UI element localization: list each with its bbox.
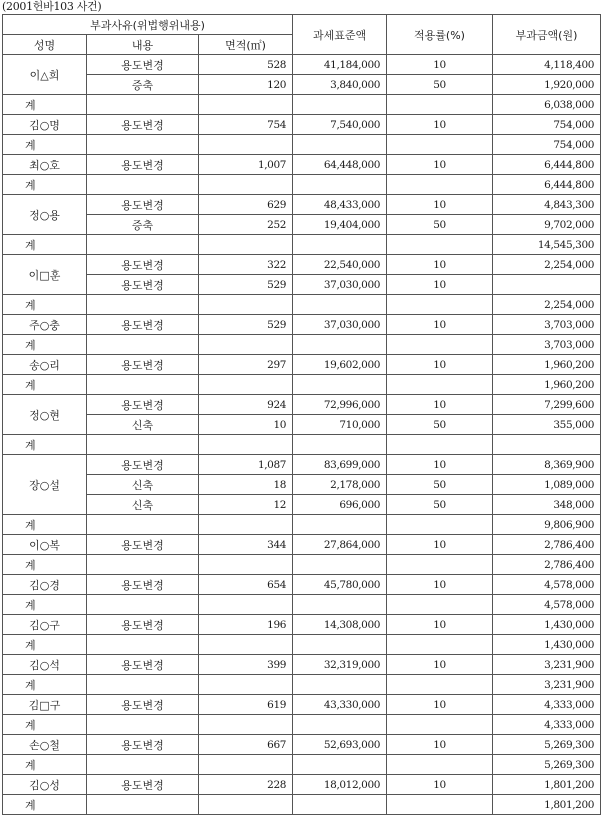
subtotal-row xyxy=(3,375,601,395)
subtotal-amount: 9,806,900 xyxy=(493,515,601,535)
subtotal-row xyxy=(3,595,601,615)
cell-content: 용도변경 xyxy=(87,535,199,555)
table-row xyxy=(3,155,601,175)
subtotal-label: 계 xyxy=(3,715,87,735)
table-row xyxy=(3,255,601,275)
cell-tax-base: 37,030,000 xyxy=(293,315,387,335)
cell-tax-base: 19,404,000 xyxy=(293,215,387,235)
subtotal-amount: 1,430,000 xyxy=(493,635,601,655)
table-row xyxy=(3,655,601,675)
cell-tax-base: 64,448,000 xyxy=(293,155,387,175)
cell-area: 654 xyxy=(199,575,293,595)
cell-empty-base xyxy=(293,135,387,155)
cell-content: 신축 xyxy=(87,495,199,515)
cell-rate: 10 xyxy=(387,315,493,335)
header-group-reason: 부과사유(위법행위내용) xyxy=(3,15,293,35)
cell-content: 용도변경 xyxy=(87,115,199,135)
cell-tax-base: 27,864,000 xyxy=(293,535,387,555)
subtotal-label: 계 xyxy=(3,375,87,395)
cell-empty-base xyxy=(293,595,387,615)
cell-empty-content xyxy=(87,135,199,155)
subtotal-amount: 2,786,400 xyxy=(493,555,601,575)
cell-amount: 355,000 xyxy=(493,415,601,435)
cell-empty-base xyxy=(293,435,387,455)
subtotal-row xyxy=(3,795,601,815)
surcharge-table xyxy=(2,14,601,815)
header-content: 내용 xyxy=(87,35,199,55)
table-row xyxy=(3,615,601,635)
cell-tax-base: 696,000 xyxy=(293,495,387,515)
cell-content: 용도변경 xyxy=(87,355,199,375)
table-row xyxy=(3,455,601,475)
cell-empty-area xyxy=(199,515,293,535)
table-row xyxy=(3,55,601,75)
cell-empty-base xyxy=(293,635,387,655)
table-row xyxy=(3,275,601,295)
cell-empty-content xyxy=(87,675,199,695)
cell-empty-area xyxy=(199,175,293,195)
cell-empty-area xyxy=(199,335,293,355)
cell-empty-area xyxy=(199,435,293,455)
subtotal-label: 계 xyxy=(3,295,87,315)
cell-empty-content xyxy=(87,295,199,315)
cell-empty-content xyxy=(87,795,199,815)
cell-tax-base: 710,000 xyxy=(293,415,387,435)
cell-area: 924 xyxy=(199,395,293,415)
cell-tax-base: 72,996,000 xyxy=(293,395,387,415)
header-area: 면적(㎡) xyxy=(199,35,293,55)
cell-person-name: 이△희 xyxy=(3,55,87,95)
cell-tax-base: 48,433,000 xyxy=(293,195,387,215)
table-row xyxy=(3,355,601,375)
cell-tax-base: 7,540,000 xyxy=(293,115,387,135)
table-row xyxy=(3,775,601,795)
subtotal-row xyxy=(3,175,601,195)
cell-empty-base xyxy=(293,675,387,695)
cell-rate: 10 xyxy=(387,575,493,595)
cell-area: 529 xyxy=(199,275,293,295)
table-row xyxy=(3,195,601,215)
header-rate: 적용률(%) xyxy=(387,15,493,55)
cell-content: 용도변경 xyxy=(87,695,199,715)
cell-empty-area xyxy=(199,295,293,315)
cell-empty-area xyxy=(199,755,293,775)
cell-amount: 3,231,900 xyxy=(493,655,601,675)
cell-empty-content xyxy=(87,555,199,575)
subtotal-label: 계 xyxy=(3,135,87,155)
cell-amount: 1,430,000 xyxy=(493,615,601,635)
header-amount: 부과금액(원) xyxy=(493,15,601,55)
cell-empty-rate xyxy=(387,435,493,455)
cell-content: 용도변경 xyxy=(87,315,199,335)
cell-amount: 4,333,000 xyxy=(493,695,601,715)
cell-amount xyxy=(493,275,601,295)
cell-amount: 754,000 xyxy=(493,115,601,135)
cell-person-name: 손○철 xyxy=(3,735,87,755)
table-row xyxy=(3,315,601,335)
cell-amount: 3,703,000 xyxy=(493,315,601,335)
subtotal-amount: 1,960,200 xyxy=(493,375,601,395)
subtotal-label: 계 xyxy=(3,435,87,455)
table-row xyxy=(3,735,601,755)
cell-empty-content xyxy=(87,515,199,535)
cell-content: 용도변경 xyxy=(87,575,199,595)
cell-rate: 10 xyxy=(387,455,493,475)
cell-person-name: 김□구 xyxy=(3,695,87,715)
cell-rate: 10 xyxy=(387,615,493,635)
cell-rate: 50 xyxy=(387,215,493,235)
cell-empty-area xyxy=(199,555,293,575)
subtotal-label: 계 xyxy=(3,595,87,615)
subtotal-row xyxy=(3,295,601,315)
cell-rate: 10 xyxy=(387,735,493,755)
cell-empty-base xyxy=(293,715,387,735)
cell-rate: 10 xyxy=(387,655,493,675)
cell-amount: 8,369,900 xyxy=(493,455,601,475)
cell-content: 증축 xyxy=(87,215,199,235)
cell-empty-base xyxy=(293,335,387,355)
table-header xyxy=(3,15,601,55)
subtotal-label: 계 xyxy=(3,335,87,355)
cell-empty-base xyxy=(293,755,387,775)
cell-content: 용도변경 xyxy=(87,275,199,295)
table-body xyxy=(3,55,601,815)
cell-person-name: 장○설 xyxy=(3,455,87,515)
cell-empty-area xyxy=(199,715,293,735)
subtotal-amount: 4,578,000 xyxy=(493,595,601,615)
cell-empty-base xyxy=(293,515,387,535)
cell-area: 528 xyxy=(199,55,293,75)
cell-area: 18 xyxy=(199,475,293,495)
cell-empty-content xyxy=(87,335,199,355)
cell-empty-content xyxy=(87,435,199,455)
cell-tax-base: 83,699,000 xyxy=(293,455,387,475)
cell-amount: 1,089,000 xyxy=(493,475,601,495)
cell-area: 529 xyxy=(199,315,293,335)
cell-person-name: 이□훈 xyxy=(3,255,87,295)
table-row xyxy=(3,215,601,235)
subtotal-row xyxy=(3,335,601,355)
cell-content: 용도변경 xyxy=(87,735,199,755)
cell-empty-base xyxy=(293,175,387,195)
cell-content: 용도변경 xyxy=(87,55,199,75)
subtotal-row xyxy=(3,675,601,695)
cell-empty-rate xyxy=(387,375,493,395)
document-caption: (2001헌바103 사건) xyxy=(2,0,102,13)
cell-rate: 10 xyxy=(387,195,493,215)
cell-amount: 348,000 xyxy=(493,495,601,515)
cell-amount: 4,578,000 xyxy=(493,575,601,595)
cell-content: 용도변경 xyxy=(87,255,199,275)
cell-rate: 10 xyxy=(387,775,493,795)
cell-content: 용도변경 xyxy=(87,195,199,215)
cell-person-name: 정○용 xyxy=(3,195,87,235)
cell-empty-area xyxy=(199,95,293,115)
subtotal-label: 계 xyxy=(3,515,87,535)
cell-empty-rate xyxy=(387,595,493,615)
subtotal-amount: 2,254,000 xyxy=(493,295,601,315)
cell-tax-base: 22,540,000 xyxy=(293,255,387,275)
cell-area: 196 xyxy=(199,615,293,635)
cell-amount: 1,920,000 xyxy=(493,75,601,95)
cell-area: 619 xyxy=(199,695,293,715)
cell-content: 용도변경 xyxy=(87,155,199,175)
header-tax-base: 과세표준액 xyxy=(293,15,387,55)
cell-area: 1,087 xyxy=(199,455,293,475)
cell-tax-base: 41,184,000 xyxy=(293,55,387,75)
cell-empty-area xyxy=(199,635,293,655)
cell-area: 629 xyxy=(199,195,293,215)
cell-empty-area xyxy=(199,675,293,695)
cell-person-name: 최○호 xyxy=(3,155,87,175)
cell-person-name: 김○경 xyxy=(3,575,87,595)
subtotal-label: 계 xyxy=(3,235,87,255)
cell-person-name: 김○석 xyxy=(3,655,87,675)
cell-empty-base xyxy=(293,235,387,255)
cell-empty-base xyxy=(293,795,387,815)
cell-rate: 10 xyxy=(387,55,493,75)
subtotal-label: 계 xyxy=(3,555,87,575)
cell-empty-area xyxy=(199,235,293,255)
cell-empty-base xyxy=(293,375,387,395)
subtotal-label: 계 xyxy=(3,795,87,815)
cell-amount: 7,299,600 xyxy=(493,395,601,415)
cell-person-name: 주○충 xyxy=(3,315,87,335)
table-row xyxy=(3,115,601,135)
cell-tax-base: 37,030,000 xyxy=(293,275,387,295)
subtotal-row xyxy=(3,95,601,115)
cell-empty-rate xyxy=(387,515,493,535)
cell-rate: 50 xyxy=(387,75,493,95)
cell-rate: 10 xyxy=(387,535,493,555)
cell-person-name: 김○명 xyxy=(3,115,87,135)
cell-area: 399 xyxy=(199,655,293,675)
cell-content: 용도변경 xyxy=(87,655,199,675)
subtotal-amount: 6,038,000 xyxy=(493,95,601,115)
subtotal-amount: 3,231,900 xyxy=(493,675,601,695)
cell-person-name: 정○현 xyxy=(3,395,87,435)
cell-content: 신축 xyxy=(87,415,199,435)
header-name: 성명 xyxy=(3,35,87,55)
cell-content: 용도변경 xyxy=(87,615,199,635)
cell-empty-area xyxy=(199,795,293,815)
cell-rate: 50 xyxy=(387,475,493,495)
cell-empty-rate xyxy=(387,635,493,655)
subtotal-amount: 4,333,000 xyxy=(493,715,601,735)
table-row xyxy=(3,535,601,555)
subtotal-row xyxy=(3,635,601,655)
cell-empty-content xyxy=(87,715,199,735)
cell-empty-content xyxy=(87,595,199,615)
cell-empty-base xyxy=(293,555,387,575)
cell-empty-content xyxy=(87,375,199,395)
subtotal-row xyxy=(3,755,601,775)
cell-tax-base: 14,308,000 xyxy=(293,615,387,635)
cell-rate: 50 xyxy=(387,495,493,515)
cell-tax-base: 18,012,000 xyxy=(293,775,387,795)
cell-empty-content xyxy=(87,95,199,115)
cell-empty-base xyxy=(293,95,387,115)
table-row xyxy=(3,395,601,415)
subtotal-row xyxy=(3,515,601,535)
cell-person-name: 김○구 xyxy=(3,615,87,635)
cell-area: 10 xyxy=(199,415,293,435)
cell-rate: 10 xyxy=(387,395,493,415)
cell-area: 667 xyxy=(199,735,293,755)
cell-amount: 4,843,300 xyxy=(493,195,601,215)
subtotal-amount: 754,000 xyxy=(493,135,601,155)
cell-area: 297 xyxy=(199,355,293,375)
table-row xyxy=(3,415,601,435)
table-row xyxy=(3,495,601,515)
cell-amount: 2,254,000 xyxy=(493,255,601,275)
cell-amount: 1,960,200 xyxy=(493,355,601,375)
cell-empty-content xyxy=(87,755,199,775)
cell-empty-rate xyxy=(387,95,493,115)
subtotal-row xyxy=(3,235,601,255)
cell-area: 344 xyxy=(199,535,293,555)
subtotal-label: 계 xyxy=(3,95,87,115)
subtotal-amount: 6,444,800 xyxy=(493,175,601,195)
cell-empty-rate xyxy=(387,675,493,695)
cell-tax-base: 32,319,000 xyxy=(293,655,387,675)
subtotal-row xyxy=(3,555,601,575)
cell-area: 12 xyxy=(199,495,293,515)
cell-area: 1,007 xyxy=(199,155,293,175)
cell-empty-content xyxy=(87,235,199,255)
cell-rate: 50 xyxy=(387,415,493,435)
cell-content: 증축 xyxy=(87,75,199,95)
cell-empty-rate xyxy=(387,755,493,775)
subtotal-row xyxy=(3,135,601,155)
cell-empty-base xyxy=(293,295,387,315)
cell-empty-rate xyxy=(387,795,493,815)
cell-empty-rate xyxy=(387,335,493,355)
cell-amount: 6,444,800 xyxy=(493,155,601,175)
table-row xyxy=(3,475,601,495)
subtotal-row xyxy=(3,435,601,455)
cell-content: 용도변경 xyxy=(87,455,199,475)
subtotal-amount: 3,703,000 xyxy=(493,335,601,355)
cell-area: 252 xyxy=(199,215,293,235)
subtotal-label: 계 xyxy=(3,175,87,195)
cell-rate: 10 xyxy=(387,155,493,175)
cell-rate: 10 xyxy=(387,355,493,375)
cell-person-name: 송○리 xyxy=(3,355,87,375)
subtotal-label: 계 xyxy=(3,635,87,655)
cell-area: 754 xyxy=(199,115,293,135)
cell-amount: 2,786,400 xyxy=(493,535,601,555)
cell-empty-rate xyxy=(387,295,493,315)
cell-tax-base: 43,330,000 xyxy=(293,695,387,715)
cell-tax-base: 45,780,000 xyxy=(293,575,387,595)
cell-empty-area xyxy=(199,135,293,155)
cell-empty-content xyxy=(87,175,199,195)
cell-content: 신축 xyxy=(87,475,199,495)
cell-empty-area xyxy=(199,375,293,395)
cell-rate: 10 xyxy=(387,115,493,135)
cell-amount: 9,702,000 xyxy=(493,215,601,235)
cell-person-name: 이○복 xyxy=(3,535,87,555)
subtotal-amount xyxy=(493,435,601,455)
cell-area: 120 xyxy=(199,75,293,95)
cell-empty-rate xyxy=(387,175,493,195)
cell-content: 용도변경 xyxy=(87,775,199,795)
cell-tax-base: 2,178,000 xyxy=(293,475,387,495)
subtotal-label: 계 xyxy=(3,675,87,695)
subtotal-amount: 5,269,300 xyxy=(493,755,601,775)
cell-content: 용도변경 xyxy=(87,395,199,415)
cell-amount: 5,269,300 xyxy=(493,735,601,755)
cell-area: 228 xyxy=(199,775,293,795)
subtotal-row xyxy=(3,715,601,735)
cell-empty-rate xyxy=(387,555,493,575)
cell-tax-base: 3,840,000 xyxy=(293,75,387,95)
subtotal-label: 계 xyxy=(3,755,87,775)
cell-rate: 10 xyxy=(387,275,493,295)
cell-empty-content xyxy=(87,635,199,655)
cell-tax-base: 19,602,000 xyxy=(293,355,387,375)
table-row xyxy=(3,575,601,595)
cell-rate: 10 xyxy=(387,255,493,275)
cell-amount: 1,801,200 xyxy=(493,775,601,795)
cell-person-name: 김○성 xyxy=(3,775,87,795)
subtotal-amount: 14,545,300 xyxy=(493,235,601,255)
cell-empty-rate xyxy=(387,715,493,735)
cell-amount: 4,118,400 xyxy=(493,55,601,75)
subtotal-amount: 1,801,200 xyxy=(493,795,601,815)
cell-empty-rate xyxy=(387,135,493,155)
table-row xyxy=(3,695,601,715)
cell-area: 322 xyxy=(199,255,293,275)
cell-rate: 10 xyxy=(387,695,493,715)
cell-empty-area xyxy=(199,595,293,615)
table-row xyxy=(3,75,601,95)
cell-empty-rate xyxy=(387,235,493,255)
cell-tax-base: 52,693,000 xyxy=(293,735,387,755)
